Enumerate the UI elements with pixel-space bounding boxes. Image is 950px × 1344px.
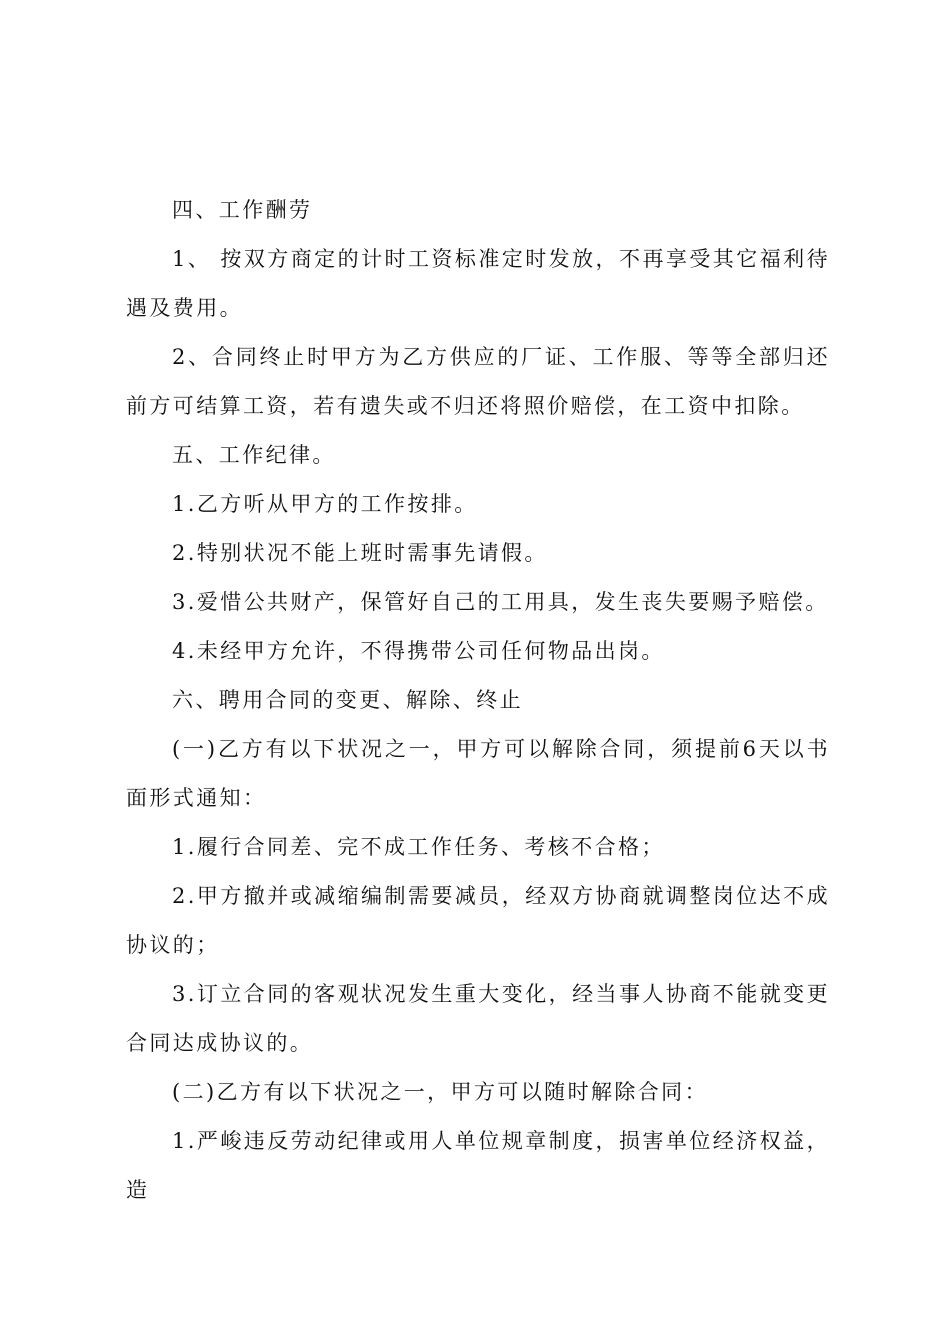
paragraph: 3.爱惜公共财产，保管好自己的工用具，发生丧失要赐予赔偿。 [172, 590, 829, 614]
section-heading-discipline: 五、工作纪律。 [172, 443, 336, 467]
paragraph: 1.履行合同差、完不成工作任务、考核不合格； [172, 835, 665, 859]
paragraph: 2.甲方撤并或减缩编制需要减员，经双方协商就调整岗位达不成协议的； [126, 884, 830, 957]
paragraph: 4.未经甲方允许，不得携带公司任何物品出岗。 [172, 639, 665, 663]
document-body [126, 186, 830, 1215]
paragraph: 3.订立合同的客观状况发生重大变化，经当事人协商不能就变更合同达成协议的。 [126, 982, 830, 1055]
paragraph: 2、合同终止时甲方为乙方供应的厂证、工作服、等等全部归还前方可结算工资，若有遗失或不归还将照价赔偿，在工资中扣除。 [126, 345, 830, 418]
paragraph: (一)乙方有以下状况之一，甲方可以解除合同，须提前6天以书面形式通知： [126, 737, 830, 810]
paragraph: 1.严峻违反劳动纪律或用人单位规章制度，损害单位经济权益，造 [126, 1129, 830, 1202]
paragraph: (二)乙方有以下状况之一，甲方可以随时解除合同： [172, 1080, 708, 1104]
paragraph: 1.乙方听从甲方的工作按排。 [172, 492, 478, 516]
section-heading-remuneration: 四、工作酬劳 [172, 198, 313, 222]
paragraph: 2.特别状况不能上班时需事先请假。 [172, 541, 548, 565]
section-heading-contract-changes: 六、聘用合同的变更、解除、终止 [172, 688, 523, 712]
paragraph: 1、 按双方商定的计时工资标准定时发放，不再享受其它福利待遇及费用。 [126, 247, 830, 320]
